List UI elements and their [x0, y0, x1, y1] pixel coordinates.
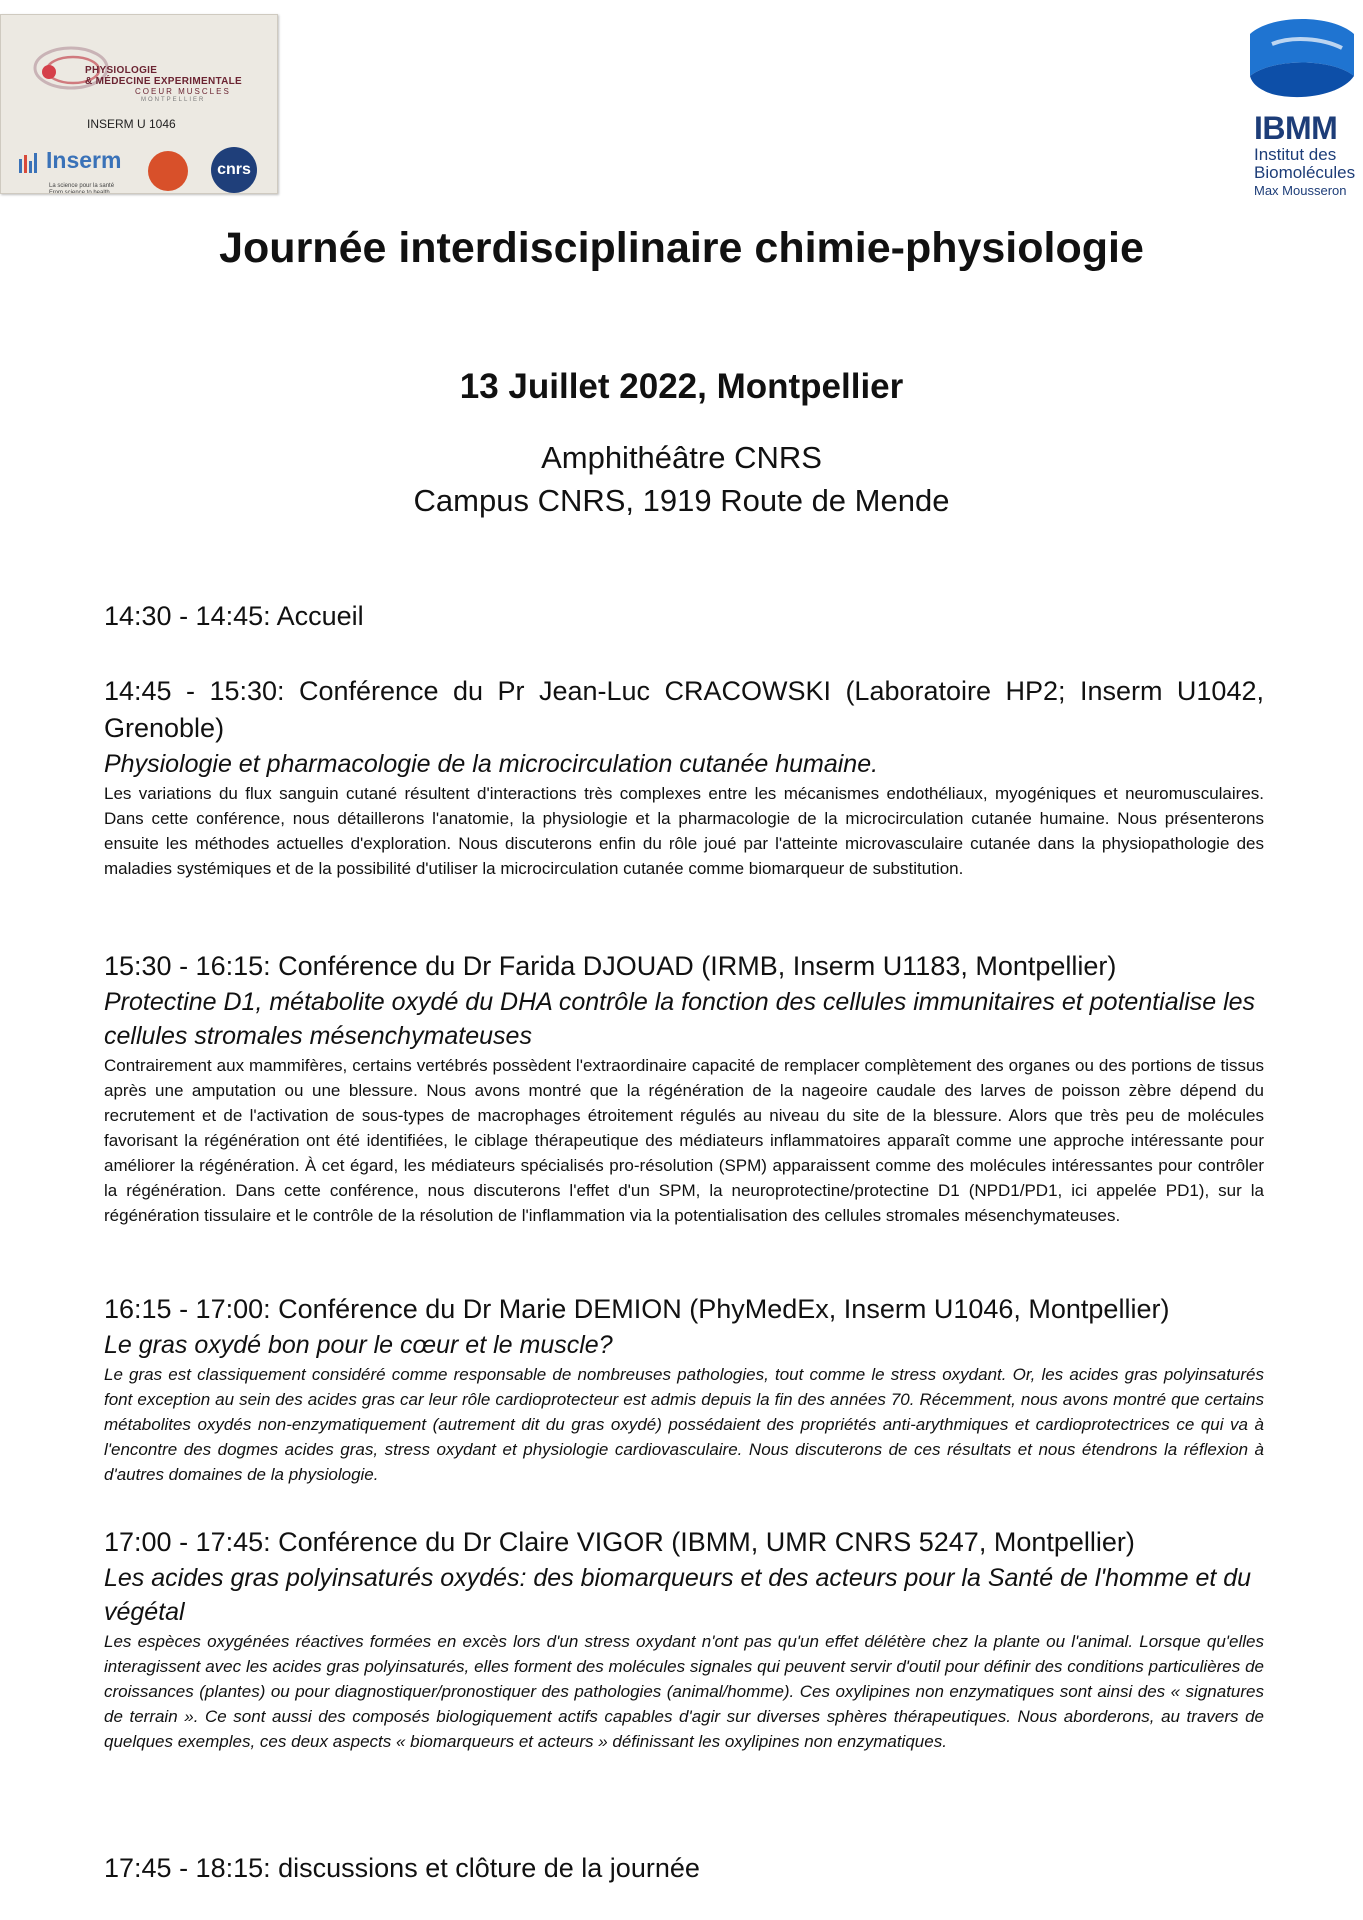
ibmm-ribbon-icon: [1242, 14, 1358, 106]
ibmm-logo: [1242, 14, 1358, 204]
talk-abstract: Les variations du flux sanguin cutané résultent d'interactions très complexes entre les mécanismes endothéliaux, myogéniques et neuromusculaires. Dans cette conférence, nous détaillerons l'anatomie, la physiologie et la pharmacologie de la microcirculation cutanée humaine. Nous présenterons ensuite les méthodes actuelles d'exploration. Nous discuterons enfin du rôle joué par l'atteinte microvasculaire cutanée dans la physiopathologie des maladies systémiques et de la possibilité d'utiliser la microcirculation cutanée comme biomarqueur de substitution.: [104, 784, 1264, 878]
lab-logo-card: [0, 14, 278, 194]
slot-time-title: 14:30 - 14:45: Accueil: [104, 601, 364, 631]
program-slot-demion: [104, 1291, 1264, 1487]
inserm-logo: Inserm: [46, 147, 122, 173]
lab-city: MONTPELLIER: [141, 97, 206, 103]
lab-name: PHYSIOLOGIE & MÉDECINE EXPERIMENTALE: [85, 65, 243, 87]
lab-unit: INSERM U 1046: [87, 117, 176, 131]
university-logo-icon: [148, 151, 188, 191]
program-slot-accueil: [104, 598, 1264, 635]
slot-time-title: 17:00 - 17:45: Conférence du Dr Claire VIGOR (IBMM, UMR CNRS 5247, Montpellier): [104, 1527, 1135, 1557]
talk-abstract: Les espèces oxygénées réactives formées en excès lors d'un stress oxydant n'ont pas qu'un effet délétère chez la plante ou l'animal. Lorsque qu'elles interagissent avec les acides gras polyinsaturés, elles forment des molécules signales qui peuvent servir d'outil pour définir des conditions particulières de croissances (plantes) ou pour diagnostiquer/pronostiquer des pathologies (animal/homme). Ces oxylipines non enzymatiques sont ainsi des « signatures de terrain ». Ce sont aussi des composés biologiquement actifs capables d'agir sur diverses sphères thérapeutiques. Nous aborderons, au travers de quelques exemples, ces deux aspects « biomarqueurs et acteurs » définissant les oxylipines non enzymatiques.: [104, 1632, 1264, 1751]
inserm-tagline: La science pour la santé From science to health: [49, 183, 115, 194]
inserm-bars-icon: [19, 153, 43, 173]
program-slot-cracowski: [104, 673, 1264, 881]
venue-name: Amphithéâtre CNRS: [541, 440, 822, 475]
slot-time-title: 14:45 - 15:30: Conférence du Pr Jean-Luc CRACOWSKI (Laboratoire HP2; Inserm U1042, Grenoble): [104, 676, 1264, 743]
lab-subtitle: COEUR MUSCLES: [135, 87, 231, 96]
slot-time-title: 16:15 - 17:00: Conférence du Dr Marie DEMION (PhyMedEx, Inserm U1046, Montpellier): [104, 1294, 1170, 1324]
slot-time-title: 15:30 - 16:15: Conférence du Dr Farida DJOUAD (IRMB, Inserm U1183, Montpellier): [104, 951, 1117, 981]
ibmm-name: IBMM: [1254, 110, 1338, 146]
talk-abstract: Le gras est classiquement considéré comme responsable de nombreuses pathologies, tout comme le stress oxydant. Or, les acides gras polyinsaturés font exception au sein des acides gras car leur rôle cardioprotecteur est admis depuis la fin des années 70. Récemment, nous avons montré que certains métabolites oxydés non-enzymatiquement (autrement dit du gras oxydé) possédaient des propriétés anti-arythmiques et cardioprotectrices ce qui va à l'encontre des dogmes acides gras, stress oxydant et physiologie cardiovasculaire. Nous discuterons de ces résultats et nous étendrons la réflexion à d'autres domaines de la physiologie.: [104, 1365, 1264, 1484]
talk-title: Les acides gras polyinsaturés oxydés: des biomarqueurs et des acteurs pour la Santé de l'homme et du végétal: [104, 1564, 1252, 1626]
talk-title: Physiologie et pharmacologie de la microcirculation cutanée humaine.: [104, 750, 879, 778]
cnrs-logo: cnrs: [211, 147, 257, 193]
slot-time-title: 17:45 - 18:15: discussions et clôture de la journée: [104, 1853, 700, 1883]
page-title: Journée interdisciplinaire chimie-physiologie: [219, 224, 1144, 272]
event-date: 13 Juillet 2022, Montpellier: [459, 367, 904, 406]
talk-abstract: Contrairement aux mammifères, certains vertébrés possèdent l'extraordinaire capacité de remplacer complètement des organes ou des portions de tissus après une amputation ou une blessure. Nous avons montré que la régénération de la nageoire caudale des larves de poisson zèbre dépend du recrutement et de l'activation de sous-types de macrophages étroitement régulés au niveau du site de la blessure. Alors que très peu de molécules favorisant la régénération ont été identifiées, le ciblage thérapeutique des médiateurs inflammatoires apparaît comme une approche intéressante pour améliorer la régénération. À cet égard, les médiateurs spécialisés pro-résolution (SPM) apparaissent comme des molécules intéressantes pour contrôler la régénération. Dans cette conférence, nous discuterons l'effet d'un SPM, la neuroprotectine/protectine D1 (NPD1/PD1, ici appelée PD1), sur la régénération tissulaire et le contrôle de la résolution de l'inflammation via la potentialisation des cellules stromales mésenchymateuses.: [104, 1056, 1264, 1225]
ibmm-line3: Max Mousseron: [1254, 183, 1347, 198]
ibmm-line1: Institut des: [1254, 145, 1337, 164]
program-slot-closing: [104, 1850, 1264, 1887]
program-slot-vigor: [104, 1524, 1264, 1754]
venue-address: Campus CNRS, 1919 Route de Mende: [413, 483, 950, 518]
talk-title: Protectine D1, métabolite oxydé du DHA contrôle la fonction des cellules immunitaires et potentialise les cellules stromales mésenchymateuses: [104, 988, 1256, 1050]
talk-title: Le gras oxydé bon pour le cœur et le muscle?: [104, 1331, 613, 1359]
ibmm-line2: Biomolécules: [1254, 163, 1356, 182]
program-slot-djouad: [104, 948, 1264, 1228]
